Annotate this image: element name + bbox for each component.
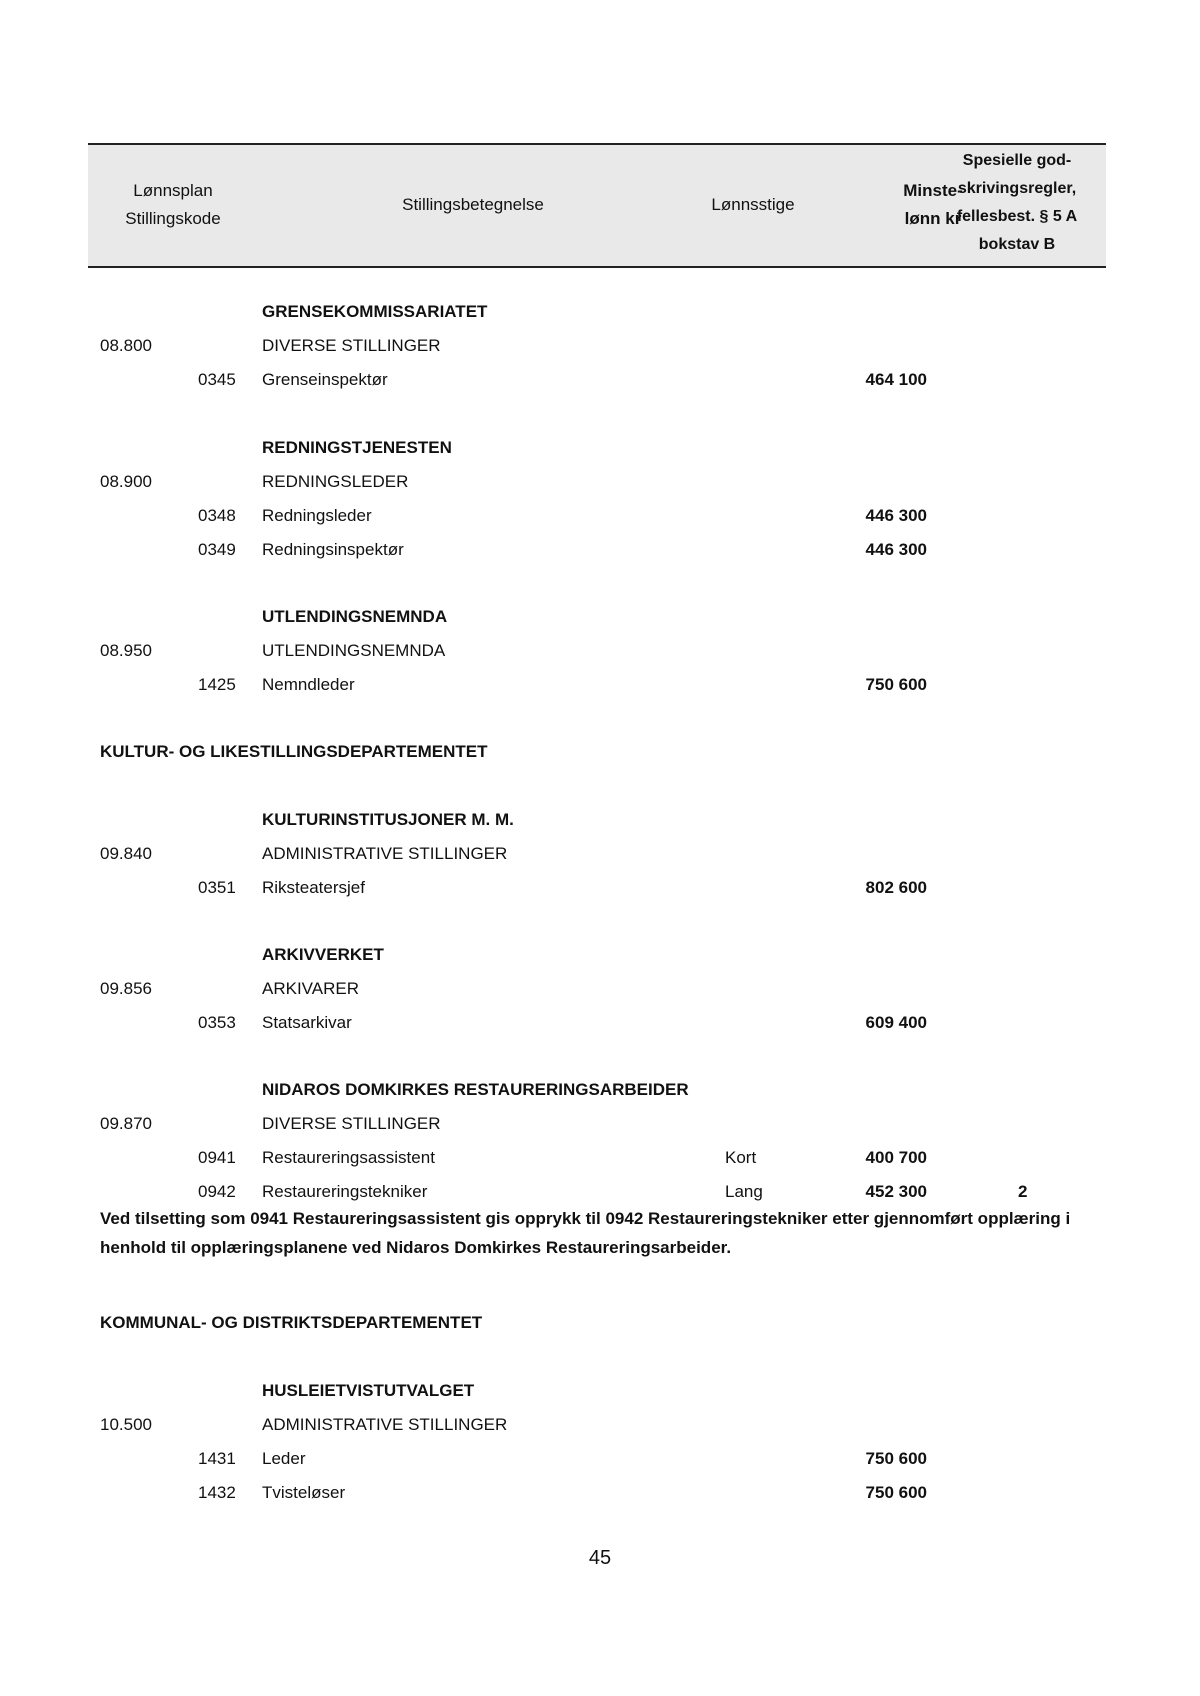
section-heading: NIDAROS DOMKIRKES RESTAURERINGSARBEIDER <box>262 1080 689 1099</box>
minstelonn: 452 300 <box>865 1182 927 1201</box>
header-spesielle-line1: Spesielle god- <box>962 152 1072 169</box>
department-heading: KOMMUNAL- OG DISTRIKTSDEPARTEMENTET <box>100 1313 483 1332</box>
stillingskode: 1431 <box>198 1449 236 1468</box>
stillingsbetegnelse: Riksteatersjef <box>262 878 365 897</box>
stillingsbetegnelse: Restaureringstekniker <box>262 1182 428 1201</box>
group-heading: ADMINISTRATIVE STILLINGER <box>262 844 508 863</box>
group-heading: ADMINISTRATIVE STILLINGER <box>262 1415 508 1434</box>
lonnsplan-code: 09.870 <box>100 1114 152 1133</box>
stillingskode: 0348 <box>198 506 236 525</box>
stillingskode: 1432 <box>198 1483 236 1502</box>
page-number: 45 <box>588 1547 612 1569</box>
header-stillingsbetegnelse: Stillingsbetegnelse <box>402 195 544 214</box>
header-lonnsplan-line2: Stillingskode <box>125 209 221 228</box>
stillingskode: 0351 <box>198 878 236 897</box>
stillingsbetegnelse: Statsarkivar <box>262 1013 352 1032</box>
stillingsbetegnelse: Redningsinspektør <box>262 540 404 559</box>
header-lonnsplan-line1: Lønnsplan <box>133 181 213 200</box>
section-heading: REDNINGSTJENESTEN <box>262 438 452 457</box>
minstelonn: 750 600 <box>865 675 927 694</box>
spesielle-regler: 2 <box>1018 1182 1028 1201</box>
header-spesielle-line2: skrivingsregler, <box>957 180 1077 197</box>
header-spesielle <box>928 147 1106 259</box>
minstelonn: 446 300 <box>865 540 927 559</box>
minstelonn: 400 700 <box>865 1148 927 1167</box>
stillingsbetegnelse: Restaureringsassistent <box>262 1148 435 1167</box>
group-heading: DIVERSE STILLINGER <box>262 1114 441 1133</box>
department-heading: KULTUR- OG LIKESTILLINGSDEPARTEMENTET <box>100 742 488 761</box>
minstelonn: 446 300 <box>865 506 927 525</box>
minstelonn: 750 600 <box>865 1483 927 1502</box>
header-lonnsplan <box>108 177 238 233</box>
note-text: Ved tilsetting som 0941 Restaureringsassistent gis opprykk til 0942 Restaureringstekniker etter gjennomført opplæring i henhold til opplæringsplanene ved Nidaros Domkirkes Restaureringsarbeider. <box>100 1209 1071 1257</box>
header-minstelonn-line1: Minste- <box>903 181 963 200</box>
minstelonn: 464 100 <box>865 370 927 389</box>
header-lonnsstige: Lønnsstige <box>711 195 795 214</box>
header-minstelonn-line2: lønn kr <box>904 209 962 228</box>
lonnsplan-code: 09.856 <box>100 979 152 998</box>
group-heading: UTLENDINGSNEMNDA <box>262 641 446 660</box>
lonnsstige: Lang <box>725 1182 763 1201</box>
stillingskode: 0941 <box>198 1148 236 1167</box>
section-heading: ARKIVVERKET <box>262 945 384 964</box>
stillingsbetegnelse: Leder <box>262 1449 306 1468</box>
minstelonn: 802 600 <box>865 878 927 897</box>
group-heading: DIVERSE STILLINGER <box>262 336 441 355</box>
header-spesielle-line4: bokstav B <box>978 236 1056 253</box>
stillingsbetegnelse: Grenseinspektør <box>262 370 388 389</box>
section-heading: UTLENDINGSNEMNDA <box>262 607 448 626</box>
lonnsplan-code: 10.500 <box>100 1415 152 1434</box>
lonnsplan-code: 08.900 <box>100 472 152 491</box>
stillingskode: 0353 <box>198 1013 236 1032</box>
header-spesielle-line3: fellesbest. § 5 A <box>956 208 1078 225</box>
minstelonn: 750 600 <box>865 1449 927 1468</box>
lonnsplan-code: 08.950 <box>100 641 152 660</box>
lonnsplan-code: 08.800 <box>100 336 152 355</box>
stillingskode: 0942 <box>198 1182 236 1201</box>
group-heading: REDNINGSLEDER <box>262 472 409 491</box>
stillingsbetegnelse: Tvisteløser <box>262 1483 346 1502</box>
section-heading: KULTURINSTITUSJONER M. M. <box>262 810 514 829</box>
stillingskode: 0349 <box>198 540 236 559</box>
table-header <box>88 143 1106 268</box>
minstelonn: 609 400 <box>865 1013 927 1032</box>
stillingskode: 1425 <box>198 675 236 694</box>
lonnsplan-code: 09.840 <box>100 844 152 863</box>
stillingskode: 0345 <box>198 370 236 389</box>
section-heading: GRENSEKOMMISSARIATET <box>262 302 488 321</box>
stillingsbetegnelse: Nemndleder <box>262 675 355 694</box>
lonnsstige: Kort <box>725 1148 757 1167</box>
section-heading: HUSLEIETVISTUTVALGET <box>262 1381 475 1400</box>
stillingsbetegnelse: Redningsleder <box>262 506 372 525</box>
group-heading: ARKIVARER <box>262 979 359 998</box>
